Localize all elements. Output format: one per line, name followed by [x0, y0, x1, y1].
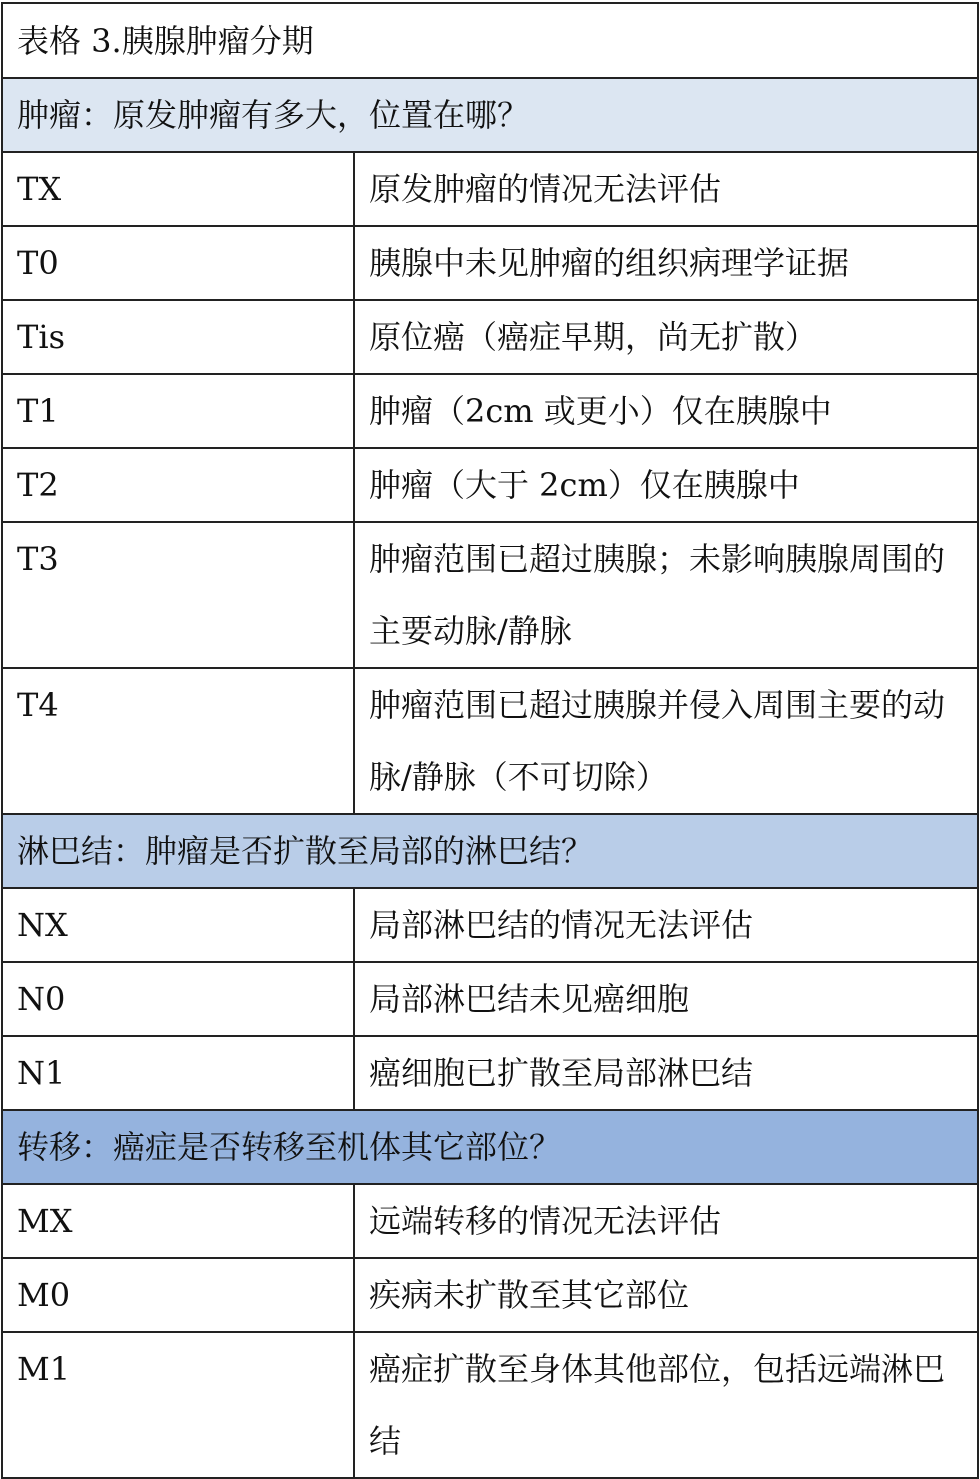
table-row — [2, 668, 978, 814]
stage-code: T2 — [2, 448, 354, 522]
stage-code: T0 — [2, 226, 354, 300]
table-title: 表格 3.胰腺肿瘤分期 — [2, 3, 978, 78]
stage-code: N0 — [2, 962, 354, 1036]
table-row — [2, 522, 978, 668]
section-heading: 肿瘤：原发肿瘤有多大，位置在哪？ — [2, 78, 978, 152]
stage-code: Tis — [2, 300, 354, 374]
stage-description: 肿瘤（大于 2cm）仅在胰腺中 — [354, 448, 978, 522]
stage-description: 肿瘤范围已超过胰腺并侵入周围主要的动脉/静脉（不可切除） — [354, 668, 978, 814]
stage-code: M1 — [2, 1332, 354, 1478]
stage-code: T4 — [2, 668, 354, 814]
section-heading: 转移：癌症是否转移至机体其它部位？ — [2, 1110, 978, 1184]
stage-description: 肿瘤（2cm 或更小）仅在胰腺中 — [354, 374, 978, 448]
stage-description: 癌细胞已扩散至局部淋巴结 — [354, 1036, 978, 1110]
table-row — [2, 300, 978, 374]
stage-code: T1 — [2, 374, 354, 448]
table-row — [2, 226, 978, 300]
stage-description: 局部淋巴结未见癌细胞 — [354, 962, 978, 1036]
stage-code: M0 — [2, 1258, 354, 1332]
stage-description: 局部淋巴结的情况无法评估 — [354, 888, 978, 962]
stage-description: 疾病未扩散至其它部位 — [354, 1258, 978, 1332]
table-row — [2, 1184, 978, 1258]
table-row — [2, 374, 978, 448]
stage-code: N1 — [2, 1036, 354, 1110]
section-heading-row — [2, 78, 978, 152]
section-heading-row — [2, 1110, 978, 1184]
stage-description: 原位癌（癌症早期，尚无扩散） — [354, 300, 978, 374]
stage-description: 远端转移的情况无法评估 — [354, 1184, 978, 1258]
table-title-row — [2, 3, 978, 78]
stage-description: 癌症扩散至身体其他部位，包括远端淋巴结 — [354, 1332, 978, 1478]
table-row — [2, 962, 978, 1036]
stage-code: TX — [2, 152, 354, 226]
table-row — [2, 1036, 978, 1110]
section-heading-row — [2, 814, 978, 888]
section-heading: 淋巴结：肿瘤是否扩散至局部的淋巴结？ — [2, 814, 978, 888]
stage-description: 胰腺中未见肿瘤的组织病理学证据 — [354, 226, 978, 300]
stage-description: 原发肿瘤的情况无法评估 — [354, 152, 978, 226]
stage-code: NX — [2, 888, 354, 962]
stage-description: 肿瘤范围已超过胰腺；未影响胰腺周围的主要动脉/静脉 — [354, 522, 978, 668]
table-row — [2, 1332, 978, 1478]
table-row — [2, 1258, 978, 1332]
stage-code: T3 — [2, 522, 354, 668]
table-row — [2, 888, 978, 962]
table-row — [2, 448, 978, 522]
staging-table — [1, 2, 979, 1479]
stage-code: MX — [2, 1184, 354, 1258]
table-row — [2, 152, 978, 226]
